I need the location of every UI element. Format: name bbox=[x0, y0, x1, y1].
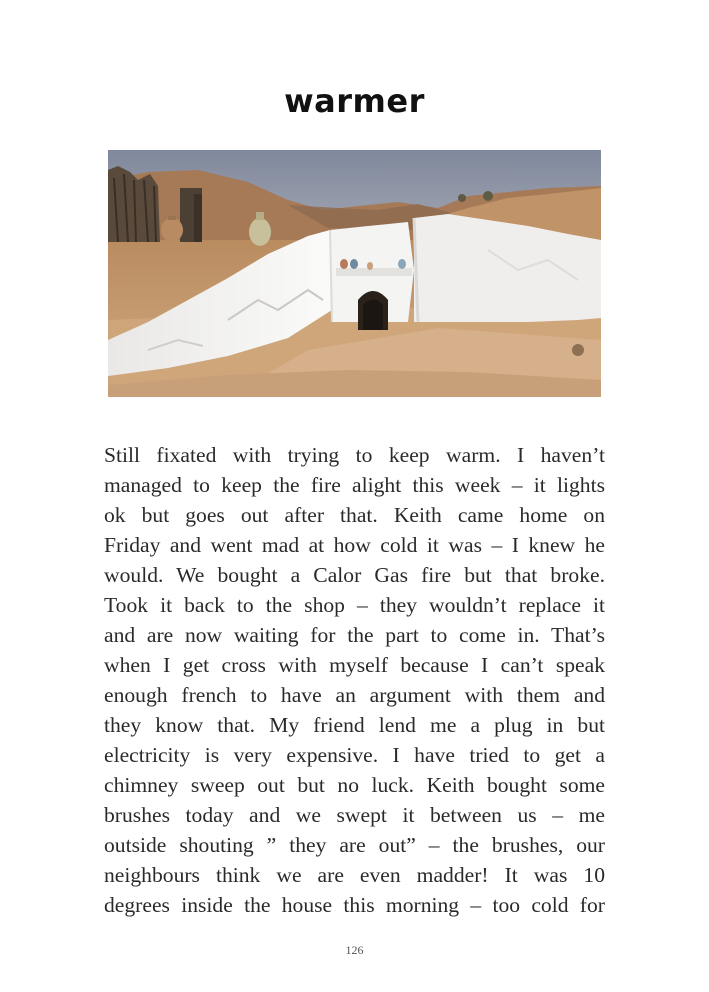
troglodyte-dwelling-photo bbox=[108, 150, 601, 397]
body-line: Took it back to the shop – they wouldn’t replace it bbox=[104, 593, 605, 617]
body-paragraph bbox=[104, 440, 605, 920]
body-line: electricity is very expensive. I have tried to get a bbox=[104, 743, 605, 767]
body-line: chimney sweep out but no luck. Keith bought some bbox=[104, 773, 605, 797]
body-line: degrees inside the house this morning – too cold for bbox=[104, 893, 605, 917]
body-line: Friday and went mad at how cold it was – I knew he bbox=[104, 533, 605, 557]
body-line: enough french to have an argument with them and bbox=[104, 683, 605, 707]
body-line: brushes today and we swept it between us – me bbox=[104, 803, 605, 827]
body-line: ok but goes out after that. Keith came home on bbox=[104, 503, 605, 527]
body-line: they know that. My friend lend me a plug in but bbox=[104, 713, 605, 737]
page-title: warmer bbox=[284, 82, 425, 120]
page-number: 126 bbox=[345, 943, 364, 957]
body-line: when I get cross with myself because I can’t speak bbox=[104, 653, 605, 677]
body-line: neighbours think we are even madder! It was 10 bbox=[104, 863, 605, 887]
body-line: managed to keep the fire alight this week – it lights bbox=[104, 473, 605, 497]
body-line: Still fixated with trying to keep warm. I haven’t bbox=[104, 443, 605, 467]
body-line: would. We bought a Calor Gas fire but that broke. bbox=[104, 563, 605, 587]
body-line: and are now waiting for the part to come in. That’s bbox=[104, 623, 605, 647]
body-line: outside shouting ” they are out” – the brushes, our bbox=[104, 833, 605, 857]
